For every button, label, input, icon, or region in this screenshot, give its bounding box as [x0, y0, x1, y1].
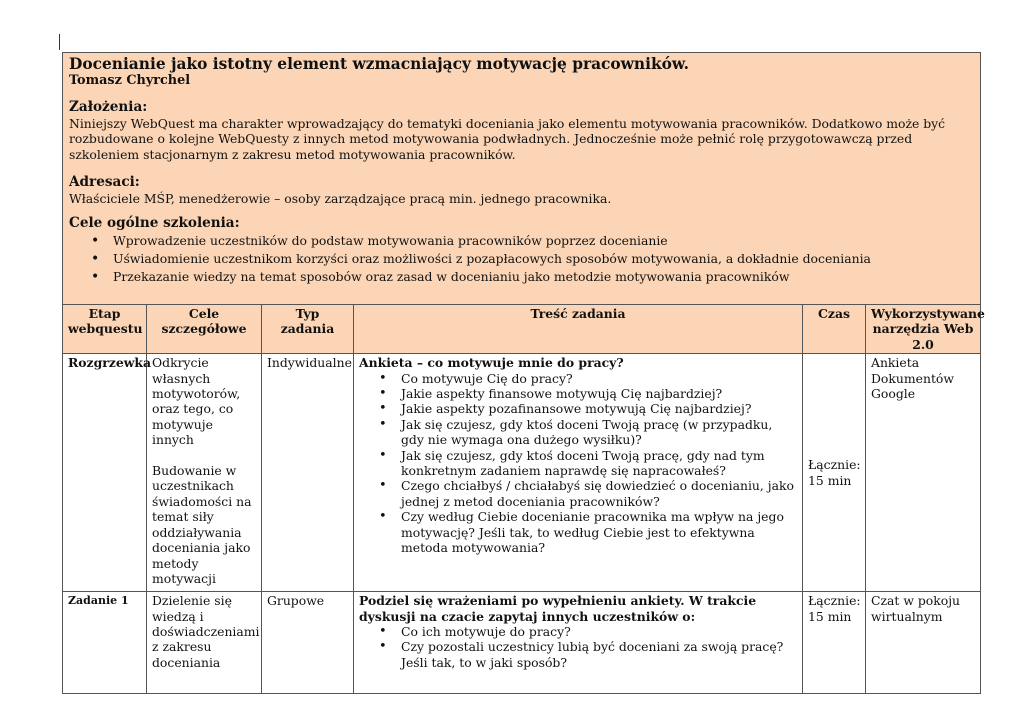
column-header-content: Treść zadania [354, 305, 803, 354]
task-item: • Czy według Ciebie docenianie pracownika ma wpływ na jego motywację? Jeśli tak, to według Ciebie jest to efektywna metoda motywowania? [401, 509, 797, 555]
task-item: • Co ich motywuje do pracy? [401, 624, 797, 639]
goals-list [69, 232, 974, 286]
assumptions-heading: Założenia: [69, 99, 148, 115]
task-item: • Czego chciałbyś / chciałabyś się dowiedzieć o docenianiu, jako jednej z metod doceniania pracowników? [401, 478, 797, 509]
table-row [63, 592, 981, 694]
column-header-type: Typ zadania [262, 305, 354, 354]
goals-heading: Cele ogólne szkolenia: [69, 214, 240, 231]
goal-item: • Wprowadzenie uczestników do podstaw motywowania pracowników poprzez docenianie [113, 232, 974, 250]
task-item: • Jak się czujesz, gdy ktoś doceni Twoją pracę (w przypadku, gdy nie wymaga ona dużego wysiłku)? [401, 417, 797, 448]
audience-heading: Adresaci: [69, 174, 140, 191]
document-author: Tomasz Chyrchel [69, 73, 191, 88]
task-item: • Jakie aspekty finansowe motywują Cię najbardziej? [401, 386, 797, 401]
row-goals: Odkrycie własnych motywotorów, oraz tego, co motywuje innych Budowanie w uczestnikach świadomości na temat siły oddziaływania doceniania jako metody motywacji [147, 354, 262, 592]
task-item: • Co motywuje Cię do pracy? [401, 371, 797, 386]
row-tools: Czat w pokoju wirtualnym [866, 592, 981, 694]
header-cell [63, 53, 981, 305]
column-header-stage: Etap webquestu [63, 305, 147, 354]
column-header-row [63, 305, 981, 354]
row-type: Indywidualne [262, 354, 354, 592]
row-time: Łącznie: 15 min [803, 592, 866, 694]
task-title: Ankieta – co motywuje mnie do pracy? [359, 355, 624, 371]
row-stage: Rozgrzewka [63, 354, 147, 592]
task-item: • Jak się czujesz, gdy ktoś doceni Twoją pracę, gdy nad tym konkretnym zadaniem naprawdę się napracowałeś? [401, 448, 797, 479]
text-cursor [59, 34, 60, 50]
row-type: Grupowe [262, 592, 354, 694]
task-item: • Jakie aspekty pozafinansowe motywują Cię najbardziej? [401, 401, 797, 416]
row-time: Łącznie: 15 min [803, 354, 866, 592]
column-header-tools: Wykorzystywane narzędzia Web 2.0 [866, 305, 981, 354]
task-list [359, 624, 797, 670]
task-title: Podziel się wrażeniami po wypełnieniu ankiety. W trakcie dyskusji na czacie zapytaj innych uczestników o: [359, 593, 757, 624]
document-title: Docenianie jako istotny element wzmacniający motywację pracowników. [69, 55, 689, 73]
webquest-table [62, 52, 985, 694]
row-stage: Zadanie 1 [63, 592, 147, 694]
column-header-time: Czas [803, 305, 866, 354]
audience-text: Właściciele MŚP, menedżerowie – osoby zarządzające pracą min. jednego pracownika. [69, 191, 612, 207]
goal-item: • Uświadomienie uczestnikom korzyści oraz możliwości z pozapłacowych sposobów motywowania, a dokładnie doceniania [113, 250, 974, 268]
row-content [354, 592, 803, 694]
column-header-goals: Cele szczegółowe [147, 305, 262, 354]
table-row [63, 354, 981, 592]
assumptions-text: Niniejszy WebQuest ma charakter wprowadzający do tematyki doceniania jako elementu motywowania pracowników. Dodatkowo może być rozbudowane o kolejne WebQuesty z innych metod motywowania podwładnych. Jednocześnie może pełnić rolę przygotowawczą przed szkoleniem stacjonarnym z zakresu metod motywowania pracowników. [69, 116, 946, 162]
task-item: • Czy pozostali uczestnicy lubią być doceniani za swoją pracę? Jeśli tak, to w jaki sposób? [401, 639, 797, 670]
row-content [354, 354, 803, 592]
goal-item: • Przekazanie wiedzy na temat sposobów oraz zasad w docenianiu jako metodzie motywowania pracowników [113, 268, 974, 286]
row-tools: Ankieta Dokumentów Google [866, 354, 981, 592]
task-list [359, 371, 797, 556]
row-goals: Dzielenie się wiedzą i doświadczeniami z zakresu doceniania [147, 592, 262, 694]
header-row [63, 53, 981, 305]
